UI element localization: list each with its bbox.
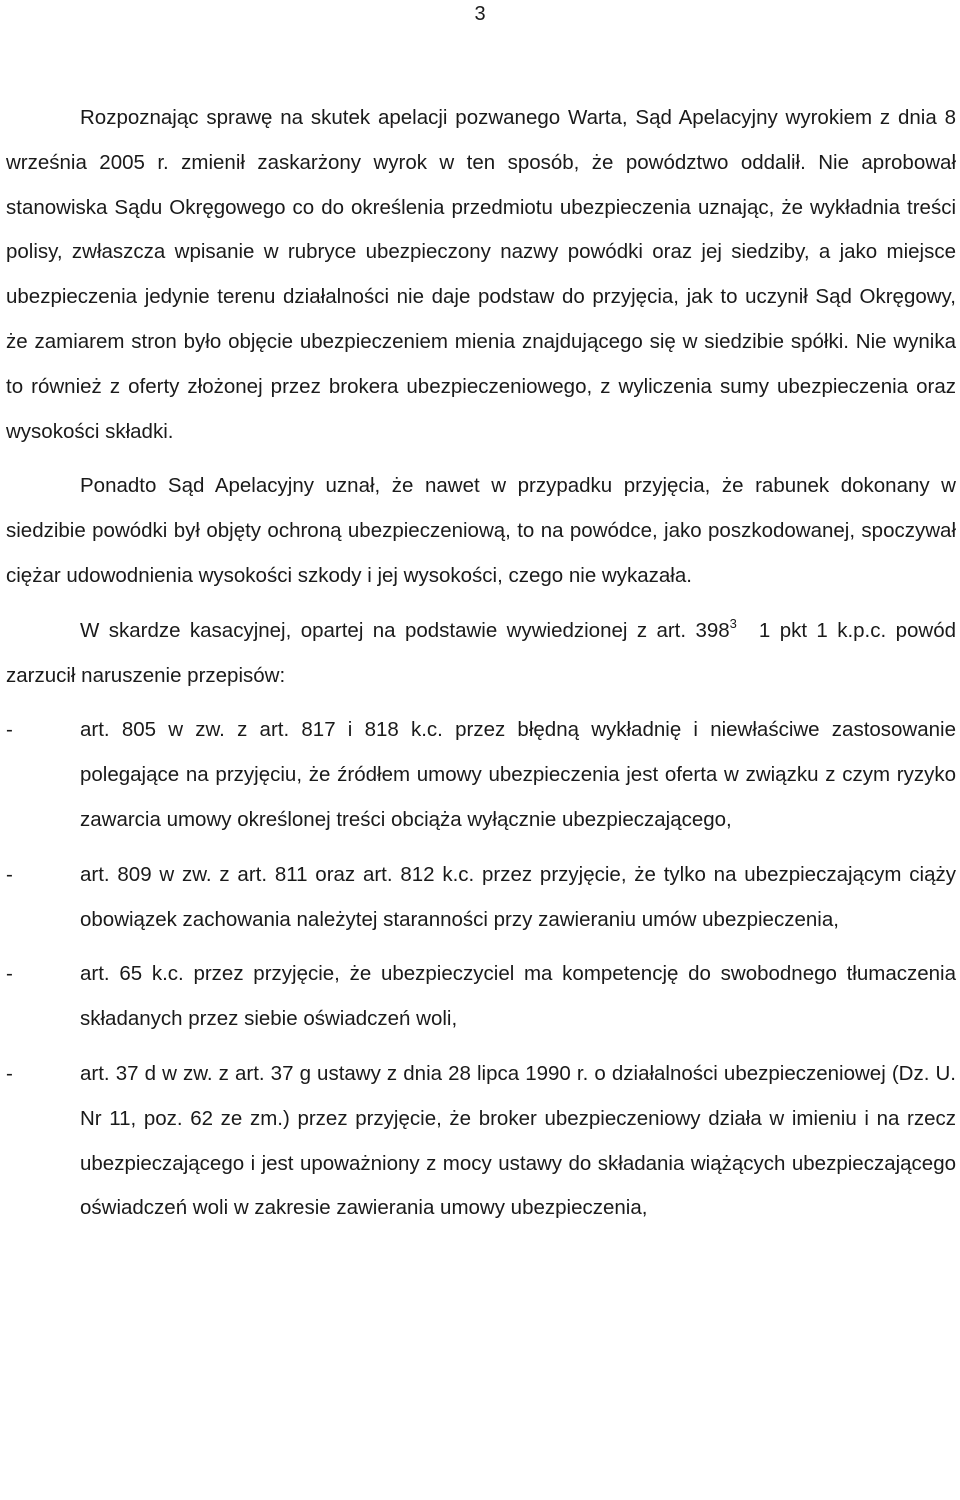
charge-item — [6, 952, 956, 1042]
document-body — [6, 96, 956, 1241]
charges-list — [6, 708, 956, 1231]
charge-text: art. 37 d w zw. z art. 37 g ustawy z dnia 28 lipca 1990 r. o działalności ubezpieczeniowej (Dz. U. Nr 11, poz. 62 ze zm.) przez przyjęcie, że broker ubezpieczeniowy działa w imieniu i na rzecz ubezpieczającego i jest upoważniony z mocy ustawy do składania wiążących ubezpieczającego oświadczeń woli w zakresie zawierania umowy ubezpieczenia, — [80, 1061, 956, 1220]
list-dash: - — [6, 1061, 13, 1085]
paragraph-cassation-complaint — [6, 609, 956, 699]
charge-text: art. 805 w zw. z art. 817 i 818 k.c. przez błędną wykładnię i niewłaściwe zastosowanie polegające na przyjęciu, że źródłem umowy ubezpieczenia jest oferta w związku z czym ryzyko zawarcia umowy określonej treści obciąża wyłącznie ubezpieczającego, — [80, 718, 956, 831]
article-superscript: 3 — [729, 615, 737, 631]
charge-item — [6, 1052, 956, 1231]
paragraph-appeal-ruling: Rozpoznając sprawę na skutek apelacji pozwanego Warta, Sąd Apelacyjny wyrokiem z dnia 8 września 2005 r. zmienił zaskarżony wyrok w ten sposób, że powództwo oddalił. Nie aprobował stanowiska Sądu Okręgowego co do określenia przedmiotu ubezpieczenia uznając, że wykładnia treści polisy, zwłaszcza wpisanie w rubryce ubezpieczony nazwy powódki oraz jej siedziby, a jako miejsce ubezpieczenia jedynie terenu działalności nie daje podstaw do przyjęcia, jak to uczynił Sąd Okręgowy, że zamiarem stron było objęcie ubezpieczeniem mienia znajdującego się w siedzibie spółki. Nie wynika to również z oferty złożonej przez brokera ubezpieczeniowego, z wyliczenia sumy ubezpieczenia oraz wysokości składki. — [6, 106, 956, 443]
paragraph-appeal-court-finding: Ponadto Sąd Apelacyjny uznał, że nawet w przypadku przyjęcia, że rabunek dokonany w siedzibie powódki był objęty ochroną ubezpieczeniową, to na powódce, jako poszkodowanej, spoczywał ciężar udowodnienia wysokości szkody i jej wysokości, czego nie wykazała. — [6, 474, 956, 587]
page-number: 3 — [474, 3, 486, 25]
charge-item — [6, 853, 956, 943]
list-dash: - — [6, 862, 13, 886]
cassation-text-start: W skardze kasacyjnej, opartej na podstawie wywiedzionej z art. 398 — [80, 618, 730, 642]
list-dash: - — [6, 962, 13, 986]
charge-item — [6, 708, 956, 842]
list-dash: - — [6, 718, 13, 742]
cassation-text-end: 1 pkt 1 k.p.c. powód zarzucił naruszenie przepisów: — [6, 618, 956, 687]
charge-text: art. 809 w zw. z art. 811 oraz art. 812 k.c. przez przyjęcie, że tylko na ubezpieczającym ciąży obowiązek zachowania należytej staranności przy zawieraniu umów ubezpieczenia, — [80, 862, 956, 931]
charge-text: art. 65 k.c. przez przyjęcie, że ubezpieczyciel ma kompetencję do swobodnego tłumaczenia składanych przez siebie oświadczeń woli, — [80, 962, 956, 1031]
